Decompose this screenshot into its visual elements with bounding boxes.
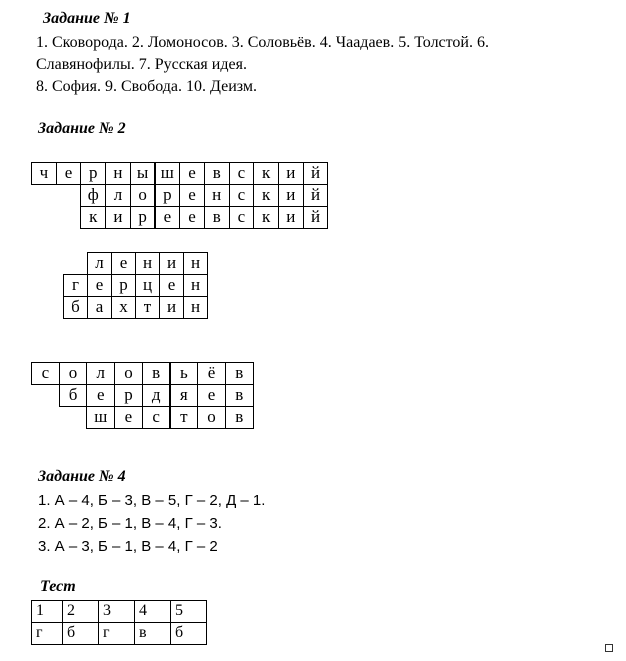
task1-line: 1. Сковорода. 2. Ломоносов. 3. Соловьёв. 4. Чаадаев. 5. Толстой. 6. bbox=[36, 34, 489, 51]
crossword-cell: л bbox=[105, 184, 131, 207]
crossword-cell: л bbox=[86, 362, 115, 385]
crossword-cell: н bbox=[183, 274, 208, 297]
task4-line: 2. А – 2, Б – 1, В – 4, Г – 3. bbox=[38, 515, 222, 532]
crossword-cell: р bbox=[155, 184, 181, 207]
crossword-cell: ш bbox=[86, 406, 115, 429]
crossword-cell: т bbox=[135, 296, 160, 319]
crossword-cell: с bbox=[142, 406, 171, 429]
test-number-cell: 3 bbox=[98, 600, 135, 623]
crossword-cell: е bbox=[197, 384, 226, 407]
crossword-cell: и bbox=[278, 206, 304, 229]
crossword-cell: ь bbox=[170, 362, 199, 385]
crossword-cell: е bbox=[159, 274, 184, 297]
crossword-cell: о bbox=[59, 362, 88, 385]
task1-line: 8. София. 9. Свобода. 10. Деизм. bbox=[36, 78, 257, 95]
crossword-cell: о bbox=[197, 406, 226, 429]
crossword-cell: н bbox=[105, 162, 131, 185]
test-answer-cell: б bbox=[170, 622, 207, 645]
crossword-cell: с bbox=[229, 184, 255, 207]
crossword-cell: в bbox=[225, 384, 254, 407]
crossword-cell: е bbox=[179, 184, 205, 207]
test-number-cell: 5 bbox=[170, 600, 207, 623]
crossword-cell: в bbox=[225, 406, 254, 429]
test-answer-cell: г bbox=[98, 622, 135, 645]
paragraph-mark-icon bbox=[605, 644, 613, 652]
task4-line: 3. А – 3, Б – 1, В – 4, Г – 2 bbox=[38, 538, 218, 555]
test-answer-cell: г bbox=[31, 622, 63, 645]
crossword-cell: е bbox=[111, 252, 136, 275]
crossword-cell: н bbox=[183, 252, 208, 275]
test-number-cell: 4 bbox=[134, 600, 171, 623]
crossword-cell: и bbox=[278, 162, 304, 185]
crossword-cell: ш bbox=[155, 162, 181, 185]
crossword-cell: е bbox=[114, 406, 143, 429]
task4-heading: Задание № 4 bbox=[38, 468, 126, 485]
crossword-cell: с bbox=[31, 362, 60, 385]
crossword-cell: е bbox=[155, 206, 181, 229]
crossword-cell: н bbox=[135, 252, 160, 275]
crossword-cell: р bbox=[80, 162, 106, 185]
crossword-cell: й bbox=[303, 184, 329, 207]
crossword-cell: к bbox=[80, 206, 106, 229]
crossword-cell: в bbox=[204, 206, 230, 229]
crossword-cell: ы bbox=[130, 162, 156, 185]
crossword-cell: р bbox=[111, 274, 136, 297]
crossword-cell: р bbox=[114, 384, 143, 407]
crossword-cell: х bbox=[111, 296, 136, 319]
crossword-cell: е bbox=[87, 274, 112, 297]
crossword-cell: ё bbox=[197, 362, 226, 385]
crossword-cell: в bbox=[142, 362, 171, 385]
test-number-cell: 2 bbox=[62, 600, 99, 623]
crossword-cell: в bbox=[225, 362, 254, 385]
crossword-cell: к bbox=[253, 184, 279, 207]
crossword-cell: о bbox=[130, 184, 156, 207]
test-heading: Тест bbox=[40, 578, 76, 595]
crossword-cell: л bbox=[87, 252, 112, 275]
crossword-cell: е bbox=[179, 206, 205, 229]
crossword-cell: к bbox=[253, 206, 279, 229]
test-number-cell: 1 bbox=[31, 600, 63, 623]
crossword-cell: е bbox=[179, 162, 205, 185]
task1-line: Славянофилы. 7. Русская идея. bbox=[36, 56, 247, 73]
crossword-cell: б bbox=[59, 384, 88, 407]
crossword-cell: р bbox=[130, 206, 156, 229]
test-answer-cell: в bbox=[134, 622, 171, 645]
test-answer-cell: б bbox=[62, 622, 99, 645]
crossword-cell: ц bbox=[135, 274, 160, 297]
crossword-cell: н bbox=[204, 184, 230, 207]
crossword-cell: т bbox=[170, 406, 199, 429]
crossword-cell: б bbox=[63, 296, 88, 319]
crossword-cell: к bbox=[253, 162, 279, 185]
task2-heading: Задание № 2 bbox=[38, 120, 126, 137]
crossword-cell: й bbox=[303, 206, 329, 229]
crossword-cell: д bbox=[142, 384, 171, 407]
crossword-cell: и bbox=[105, 206, 131, 229]
task1-heading: Задание № 1 bbox=[43, 10, 131, 27]
crossword-cell: а bbox=[87, 296, 112, 319]
crossword-cell: г bbox=[63, 274, 88, 297]
crossword-cell: й bbox=[303, 162, 329, 185]
crossword-cell: и bbox=[159, 296, 184, 319]
crossword-cell: с bbox=[229, 162, 255, 185]
crossword-cell: и bbox=[159, 252, 184, 275]
crossword-cell: ч bbox=[31, 162, 57, 185]
crossword-cell: е bbox=[86, 384, 115, 407]
crossword-cell: е bbox=[56, 162, 82, 185]
crossword-cell: ф bbox=[80, 184, 106, 207]
crossword-cell: н bbox=[183, 296, 208, 319]
crossword-cell: о bbox=[114, 362, 143, 385]
crossword-cell: в bbox=[204, 162, 230, 185]
crossword-cell: с bbox=[229, 206, 255, 229]
task4-line: 1. А – 4, Б – 3, В – 5, Г – 2, Д – 1. bbox=[38, 492, 266, 509]
crossword-cell: и bbox=[278, 184, 304, 207]
crossword-cell: я bbox=[170, 384, 199, 407]
